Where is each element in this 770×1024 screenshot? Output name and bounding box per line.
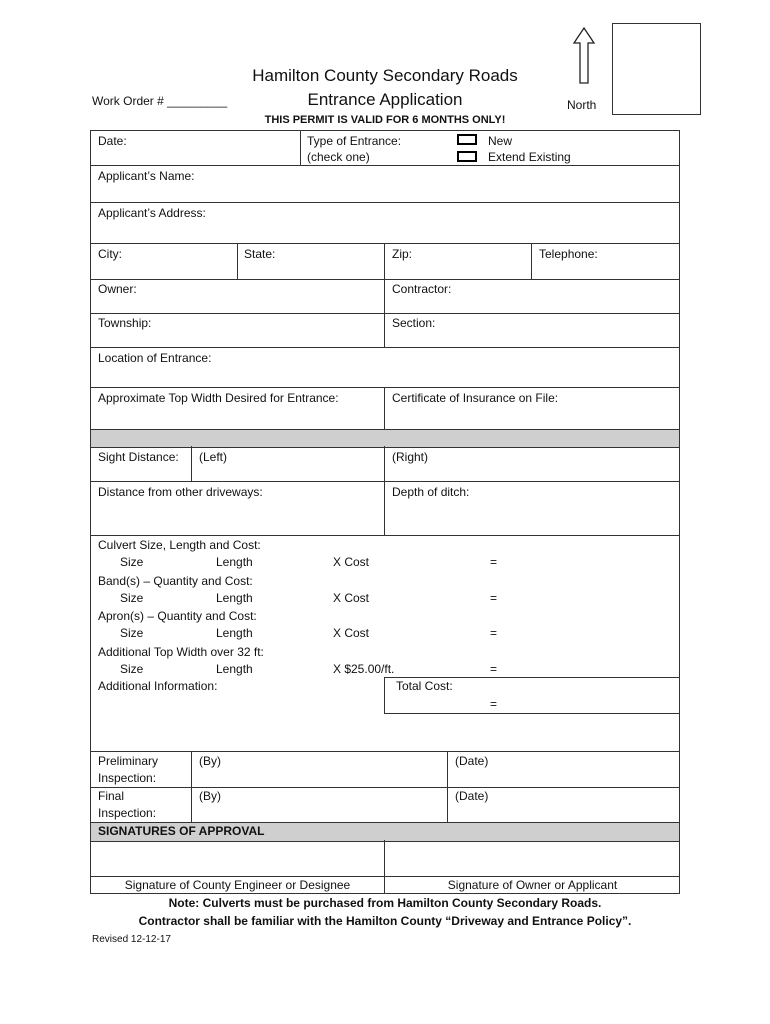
certificate-field[interactable]: Certificate of Insurance on File: — [392, 391, 559, 405]
total-cost-label: Total Cost: — [396, 679, 453, 693]
sight-distance-label: Sight Distance: — [98, 450, 179, 464]
north-label: North — [567, 98, 597, 112]
additional-width-length[interactable]: Length — [216, 662, 253, 676]
location-field[interactable]: Location of Entrance: — [98, 351, 212, 365]
valid-notice: THIS PERMIT IS VALID FOR 6 MONTHS ONLY! — [264, 114, 506, 126]
applicant-name-field[interactable]: Applicant’s Name: — [98, 169, 195, 183]
distance-driveways-field[interactable]: Distance from other driveways: — [98, 485, 263, 499]
bands-cost[interactable]: X Cost — [333, 591, 370, 605]
culvert-total[interactable]: = — [490, 555, 498, 569]
additional-width-label: Additional Top Width over 32 ft: — [98, 645, 264, 659]
zip-field[interactable]: Zip: — [392, 247, 413, 261]
signatures-heading: SIGNATURES OF APPROVAL — [98, 824, 265, 838]
engineer-signature-box[interactable] — [91, 841, 383, 875]
preliminary-label: Preliminary — [98, 754, 159, 768]
extend-existing-checkbox[interactable] — [457, 151, 477, 162]
culvert-cost[interactable]: X Cost — [333, 555, 370, 569]
form-table — [90, 130, 680, 894]
aprons-label: Apron(s) – Quantity and Cost: — [98, 609, 257, 623]
additional-width-total[interactable]: = — [490, 662, 498, 676]
applicant-address-field[interactable]: Applicant’s Address: — [98, 206, 206, 220]
form-subtitle: Entrance Application — [307, 90, 463, 109]
sight-left-field[interactable]: (Left) — [199, 450, 228, 464]
bands-length[interactable]: Length — [216, 591, 253, 605]
north-arrow-icon — [572, 27, 596, 85]
additional-width-rate[interactable]: X $25.00/ft. — [333, 662, 395, 676]
date-label: Date: — [98, 134, 127, 148]
owner-signature-box[interactable] — [385, 841, 679, 875]
final-label: Final — [98, 789, 125, 803]
engineer-signature-label: Signature of County Engineer or Designee — [124, 878, 351, 892]
final-date-field[interactable]: (Date) — [455, 789, 489, 803]
aprons-size[interactable]: Size — [120, 626, 144, 640]
policy-note: Contractor shall be familiar with the Hamilton County “Driveway and Entrance Policy”. — [138, 914, 632, 928]
owner-field[interactable]: Owner: — [98, 282, 137, 296]
total-cost-value[interactable]: = — [490, 697, 498, 711]
sight-right-field[interactable]: (Right) — [392, 450, 429, 464]
final-label-2: Inspection: — [98, 806, 157, 820]
top-width-field[interactable]: Approximate Top Width Desired for Entrance: — [98, 391, 339, 405]
bands-label: Band(s) – Quantity and Cost: — [98, 574, 253, 588]
preliminary-label-2: Inspection: — [98, 771, 157, 785]
additional-width-size[interactable]: Size — [120, 662, 144, 676]
shaded-divider — [91, 429, 679, 448]
map-sketch-box[interactable] — [612, 23, 701, 115]
bands-total[interactable]: = — [490, 591, 498, 605]
telephone-field[interactable]: Telephone: — [539, 247, 598, 261]
form-title: Hamilton County Secondary Roads — [252, 66, 518, 85]
preliminary-by-field[interactable]: (By) — [199, 754, 221, 768]
culvert-label: Culvert Size, Length and Cost: — [98, 538, 261, 552]
depth-ditch-field[interactable]: Depth of ditch: — [392, 485, 470, 499]
bands-size[interactable]: Size — [120, 591, 144, 605]
city-field[interactable]: City: — [98, 247, 122, 261]
new-checkbox[interactable] — [457, 134, 477, 145]
revision-date: Revised 12-12-17 — [92, 934, 171, 945]
section-field[interactable]: Section: — [392, 316, 436, 330]
aprons-cost[interactable]: X Cost — [333, 626, 370, 640]
culvert-size[interactable]: Size — [120, 555, 144, 569]
culvert-note: Note: Culverts must be purchased from Hamilton County Secondary Roads. — [168, 896, 602, 910]
state-field[interactable]: State: — [244, 247, 276, 261]
culvert-length[interactable]: Length — [216, 555, 253, 569]
final-by-field[interactable]: (By) — [199, 789, 221, 803]
new-label: New — [488, 134, 513, 148]
check-one-label: (check one) — [307, 150, 370, 164]
entrance-type-label: Type of Entrance: — [307, 134, 402, 148]
aprons-length[interactable]: Length — [216, 626, 253, 640]
township-field[interactable]: Township: — [98, 316, 152, 330]
owner-signature-label: Signature of Owner or Applicant — [447, 878, 618, 892]
preliminary-date-field[interactable]: (Date) — [455, 754, 489, 768]
aprons-total[interactable]: = — [490, 626, 498, 640]
extend-existing-label: Extend Existing — [488, 150, 571, 164]
contractor-field[interactable]: Contractor: — [392, 282, 452, 296]
additional-info-field[interactable]: Additional Information: — [98, 679, 218, 693]
work-order-field[interactable]: Work Order # _________ — [92, 94, 228, 108]
